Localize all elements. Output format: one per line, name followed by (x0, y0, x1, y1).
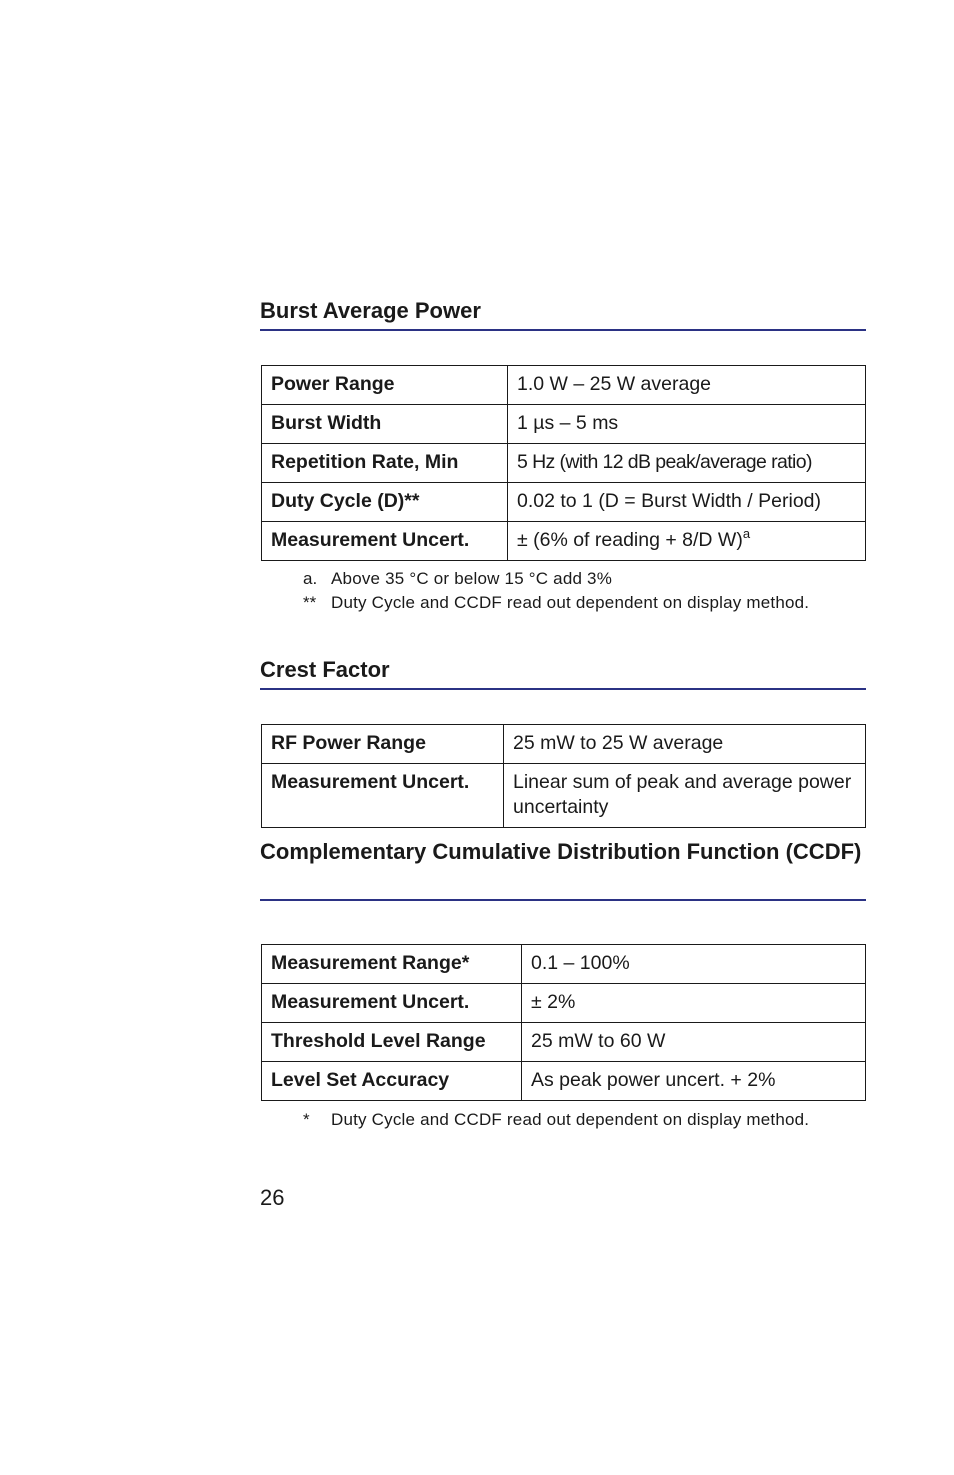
row-value: Linear sum of peak and average power uncertainty (504, 764, 866, 828)
footnote-text: Above 35 °C or below 15 °C add 3% (331, 569, 613, 588)
footnote-mark: * (303, 1110, 310, 1129)
table-row (262, 483, 866, 522)
row-label: Threshold Level Range (262, 1023, 522, 1062)
row-label: Measurement Uncert. (262, 984, 522, 1023)
footnote-ref: a (742, 526, 751, 541)
table-row (262, 444, 866, 483)
row-label: Burst Width (262, 405, 508, 444)
section-heading-crest-factor: Crest Factor (260, 655, 866, 690)
row-value: 0.02 to 1 (D = Burst Width / Period) (508, 483, 866, 522)
row-value: 1 µs – 5 ms (508, 405, 866, 444)
row-value: 25 mW to 25 W average (504, 725, 866, 764)
section-heading-burst-average-power: Burst Average Power (260, 296, 866, 331)
table-row (262, 764, 866, 828)
burst-average-power-table (261, 365, 866, 561)
table-row (262, 1062, 866, 1101)
footnote-mark: a. (303, 569, 318, 588)
footnote-text: Duty Cycle and CCDF read out dependent on display method. (331, 1110, 810, 1129)
table-row (262, 945, 866, 984)
row-value: 25 mW to 60 W (522, 1023, 866, 1062)
row-label: Measurement Uncert. (262, 764, 504, 828)
footnote (303, 1108, 823, 1132)
table-row (262, 522, 866, 561)
row-label: Measurement Range* (262, 945, 522, 984)
row-label: Measurement Uncert. (262, 522, 508, 561)
crest-factor-table (261, 724, 866, 828)
row-value: As peak power uncert. + 2% (522, 1062, 866, 1101)
row-label: RF Power Range (262, 725, 504, 764)
footnote (303, 567, 823, 591)
footnote (303, 591, 823, 615)
row-value: 0.1 – 100% (522, 945, 866, 984)
table-row (262, 405, 866, 444)
ccdf-footnotes (303, 1108, 823, 1132)
row-label: Level Set Accuracy (262, 1062, 522, 1101)
footnote-mark: ** (303, 593, 317, 612)
table-row (262, 984, 866, 1023)
page-number: 26 (260, 1185, 285, 1210)
row-label: Repetition Rate, Min (262, 444, 508, 483)
row-value: 1.0 W – 25 W average (508, 366, 866, 405)
table-row (262, 1023, 866, 1062)
section-heading-ccdf: Complementary Cumulative Distribution Function (CCDF) (260, 837, 866, 901)
table-row (262, 725, 866, 764)
table-row (262, 366, 866, 405)
footnote-text: Duty Cycle and CCDF read out dependent on display method. (331, 593, 810, 612)
burst-footnotes (303, 567, 823, 615)
row-value: ± 2% (522, 984, 866, 1023)
row-value-text: ± (6% of reading + 8/D W) (517, 529, 743, 551)
row-label: Duty Cycle (D)** (262, 483, 508, 522)
row-value (508, 522, 866, 561)
ccdf-table (261, 944, 866, 1101)
row-value: 5 Hz (with 12 dB peak/average ratio) (508, 444, 866, 483)
row-label: Power Range (262, 366, 508, 405)
